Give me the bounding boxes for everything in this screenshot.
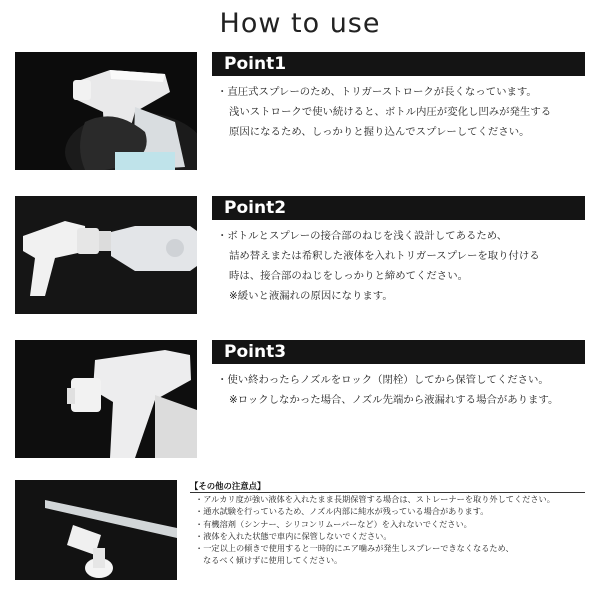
point2-line: ※緩いと液漏れの原因になります。 bbox=[229, 290, 393, 302]
strainer-photo bbox=[15, 480, 177, 580]
point1-line: ・直圧式スプレーのため、トリガーストロークが長くなっています。 bbox=[217, 86, 537, 98]
page-title: How to use bbox=[219, 8, 381, 39]
point3-header-bar bbox=[212, 340, 585, 364]
point2-header-bar bbox=[212, 196, 585, 220]
point1-text bbox=[217, 82, 585, 142]
note-item: ・アルカリ度が強い液体を入れたまま長期保管する場合は、ストレーナーを取り外してください。 bbox=[195, 494, 555, 504]
point2-line: ・ボトルとスプレーの接合部のねじを浅く設計してあるため、 bbox=[217, 230, 508, 242]
note-item: ・一定以上の傾きで使用すると一時的にエア噛みが発生しスプレーできなくなるため、 bbox=[195, 543, 514, 554]
point3-line: ・使い終わったらノズルをロック（閉栓）してから保管してください。 bbox=[217, 374, 549, 386]
point1-line: 原因になるため、しっかりと握り込んでスプレーしてください。 bbox=[229, 126, 530, 138]
point2-text bbox=[217, 226, 585, 306]
point1-section bbox=[15, 52, 585, 172]
note-item: ・通水試験を行っているため、ノズル内部に純水が残っている場合があります。 bbox=[195, 506, 489, 517]
point3-line: ※ロックしなかった場合、ノズル先端から液漏れする場合があります。 bbox=[229, 394, 559, 406]
point2-label: Point2 bbox=[224, 198, 287, 218]
point2-line: 詰め替えまたは希釈した液体を入れトリガースプレーを取り付ける bbox=[229, 250, 540, 262]
note-item: なるべく傾けずに使用してください。 bbox=[203, 555, 343, 566]
point3-photo bbox=[15, 340, 197, 458]
note-item: ・有機溶剤（シンナー、シリコンリムーバーなど）を入れないでください。 bbox=[195, 518, 472, 529]
point1-header-bar bbox=[212, 52, 585, 76]
point3-section bbox=[15, 340, 585, 460]
other-notes-section bbox=[15, 480, 585, 580]
point3-text bbox=[217, 370, 585, 410]
notes-list bbox=[195, 493, 585, 567]
point3-label: Point3 bbox=[224, 342, 287, 362]
point2-photo bbox=[15, 196, 197, 314]
point1-line: 浅いストロークで使い続けると、ボトル内圧が変化し凹みが発生する bbox=[229, 106, 552, 118]
notes-heading: 【その他の注意点】 bbox=[190, 481, 266, 491]
point2-line: 時は、接合部のねじをしっかりと締めてください。 bbox=[229, 270, 468, 282]
point1-label: Point1 bbox=[224, 54, 287, 74]
point1-photo bbox=[15, 52, 197, 170]
point2-section bbox=[15, 196, 585, 316]
note-item: ・液体を入れた状態で車内に保管しないでください。 bbox=[195, 530, 392, 541]
